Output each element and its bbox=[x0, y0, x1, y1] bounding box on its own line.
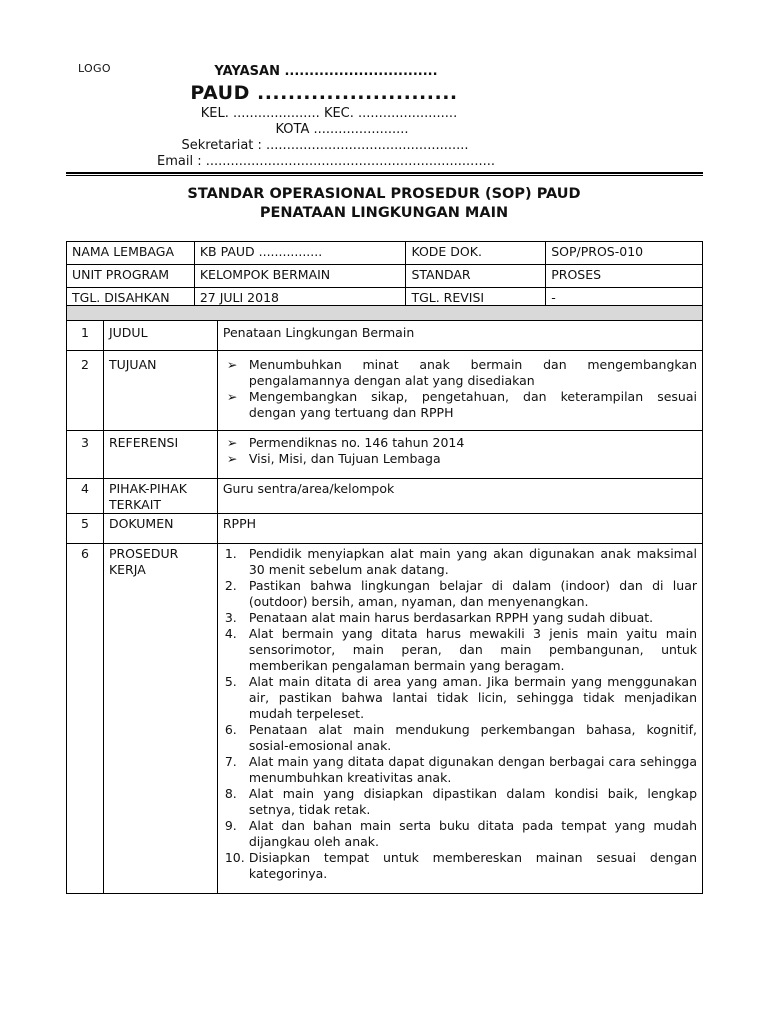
row-number: 6 bbox=[67, 544, 104, 894]
table-row-prosedur bbox=[67, 544, 703, 894]
row-number: 5 bbox=[67, 514, 104, 544]
list-item: 10. Disiapkan tempat untuk membereskan mainan sesuai dengan kategorinya. bbox=[224, 850, 697, 881]
row-label: TUJUAN bbox=[103, 351, 217, 431]
arrow-bullet-icon: ➢ bbox=[226, 389, 238, 404]
info-value: PROSES bbox=[546, 265, 703, 288]
list-item: 6. Penataan alat main mendukung perkembangan bahasa, kognitif, sosial-emosional anak. bbox=[224, 722, 697, 753]
table-row-tujuan bbox=[67, 351, 703, 431]
arrow-bullet-icon: ➢ bbox=[226, 357, 238, 372]
row-label: DOKUMEN bbox=[103, 514, 217, 544]
row-label: PROSEDUR KERJA bbox=[103, 544, 217, 894]
info-label: STANDAR bbox=[406, 265, 546, 288]
list-item: 7. Alat main yang ditata dapat digunakan dengan berbagai cara sehingga menumbuhkan kreativitas anak. bbox=[224, 754, 697, 785]
referensi-list bbox=[223, 435, 697, 467]
info-label: UNIT PROGRAM bbox=[67, 265, 195, 288]
row-content: Guru sentra/area/kelompok bbox=[217, 479, 702, 514]
yayasan-line: YAYASAN ............................... bbox=[214, 64, 438, 79]
info-table bbox=[66, 241, 703, 311]
info-label: NAMA LEMBAGA bbox=[67, 242, 195, 265]
row-number: 2 bbox=[67, 351, 104, 431]
prosedur-steps bbox=[223, 546, 697, 882]
info-label: KODE DOK. bbox=[406, 242, 546, 265]
row-label: PIHAK-PIHAK TERKAIT bbox=[103, 479, 217, 514]
row-content: Penataan Lingkungan Bermain bbox=[217, 321, 702, 351]
row-content: RPPH bbox=[217, 514, 702, 544]
row-label: JUDUL bbox=[103, 321, 217, 351]
row-content bbox=[217, 431, 702, 479]
sekretariat-line: Sekretariat : ................................................. bbox=[181, 138, 469, 153]
table-row-referensi bbox=[67, 431, 703, 479]
list-item: 4. Alat bermain yang ditata harus mewakili 3 jenis main yaitu main sensorimotor, main peran, dan main pembangunan, untuk memberikan pengalaman bermain yang beragam. bbox=[224, 626, 697, 673]
row-content bbox=[217, 351, 702, 431]
list-item: 1. Pendidik menyiapkan alat main yang akan digunakan anak maksimal 30 menit sebelum anak datang. bbox=[224, 546, 697, 577]
email-line: Email : ...................................................................... bbox=[157, 154, 495, 169]
arrow-bullet-icon: ➢ bbox=[226, 435, 238, 450]
info-label: TGL. REVISI bbox=[406, 288, 546, 311]
list-item: ➢ Visi, Misi, dan Tujuan Lembaga bbox=[226, 451, 441, 466]
info-value: KB PAUD ................ bbox=[194, 242, 406, 265]
info-row bbox=[67, 242, 703, 265]
info-value: SOP/PROS-010 bbox=[546, 242, 703, 265]
row-number: 4 bbox=[67, 479, 104, 514]
paud-line: PAUD .......................... bbox=[190, 82, 458, 104]
kota-line: KOTA ....................... bbox=[275, 122, 409, 137]
document-subtitle: PENATAAN LINGKUNGAN MAIN bbox=[259, 205, 509, 221]
list-item: 5. Alat main ditata di area yang aman. Jika bermain yang menggunakan air, pastikan bahwa lantai tidak licin, sehingga tidak menjadikan mudah terpeleset. bbox=[224, 674, 697, 721]
tujuan-list bbox=[223, 357, 697, 421]
sop-table bbox=[66, 305, 703, 894]
info-value: 27 JULI 2018 bbox=[194, 288, 406, 311]
list-item: ➢ Mengembangkan sikap, pengetahuan, dan keterampilan sesuai dengan yang tertuang dan RPPH bbox=[226, 389, 697, 420]
info-value: KELOMPOK BERMAIN bbox=[194, 265, 406, 288]
info-value: - bbox=[546, 288, 703, 311]
list-item: ➢ Menumbuhkan minat anak bermain dan mengembangkan pengalamannya dengan alat yang disediakan bbox=[226, 357, 697, 388]
info-row bbox=[67, 265, 703, 288]
header-divider bbox=[66, 172, 703, 174]
list-item: 9. Alat dan bahan main serta buku ditata pada tempat yang mudah dijangkau oleh anak. bbox=[224, 818, 697, 849]
table-row-pihak bbox=[67, 479, 703, 514]
row-number: 1 bbox=[67, 321, 104, 351]
list-item: ➢ Permendiknas no. 146 tahun 2014 bbox=[226, 435, 465, 450]
arrow-bullet-icon: ➢ bbox=[226, 451, 238, 466]
table-row-judul bbox=[67, 321, 703, 351]
info-label: TGL. DISAHKAN bbox=[67, 288, 195, 311]
logo-placeholder: LOGO bbox=[78, 62, 111, 75]
list-item: 8. Alat main yang disiapkan dipastikan dalam kondisi baik, lengkap setnya, tidak retak. bbox=[224, 786, 697, 817]
row-label: REFERENSI bbox=[103, 431, 217, 479]
row-content bbox=[217, 544, 702, 894]
kel-kec-line: KEL. ..................... KEC. ........................ bbox=[200, 106, 458, 121]
header-divider-thin bbox=[66, 175, 703, 176]
row-number: 3 bbox=[67, 431, 104, 479]
shaded-separator-row bbox=[67, 306, 703, 321]
document-title: STANDAR OPERASIONAL PROSEDUR (SOP) PAUD bbox=[187, 186, 581, 202]
list-item: 2. Pastikan bahwa lingkungan belajar di dalam (indoor) dan di luar (outdoor) bersih, aman, nyaman, dan menyenangkan. bbox=[224, 578, 697, 609]
table-row-dokumen bbox=[67, 514, 703, 544]
list-item: 3. Penataan alat main harus berdasarkan RPPH yang sudah dibuat. bbox=[224, 610, 654, 625]
